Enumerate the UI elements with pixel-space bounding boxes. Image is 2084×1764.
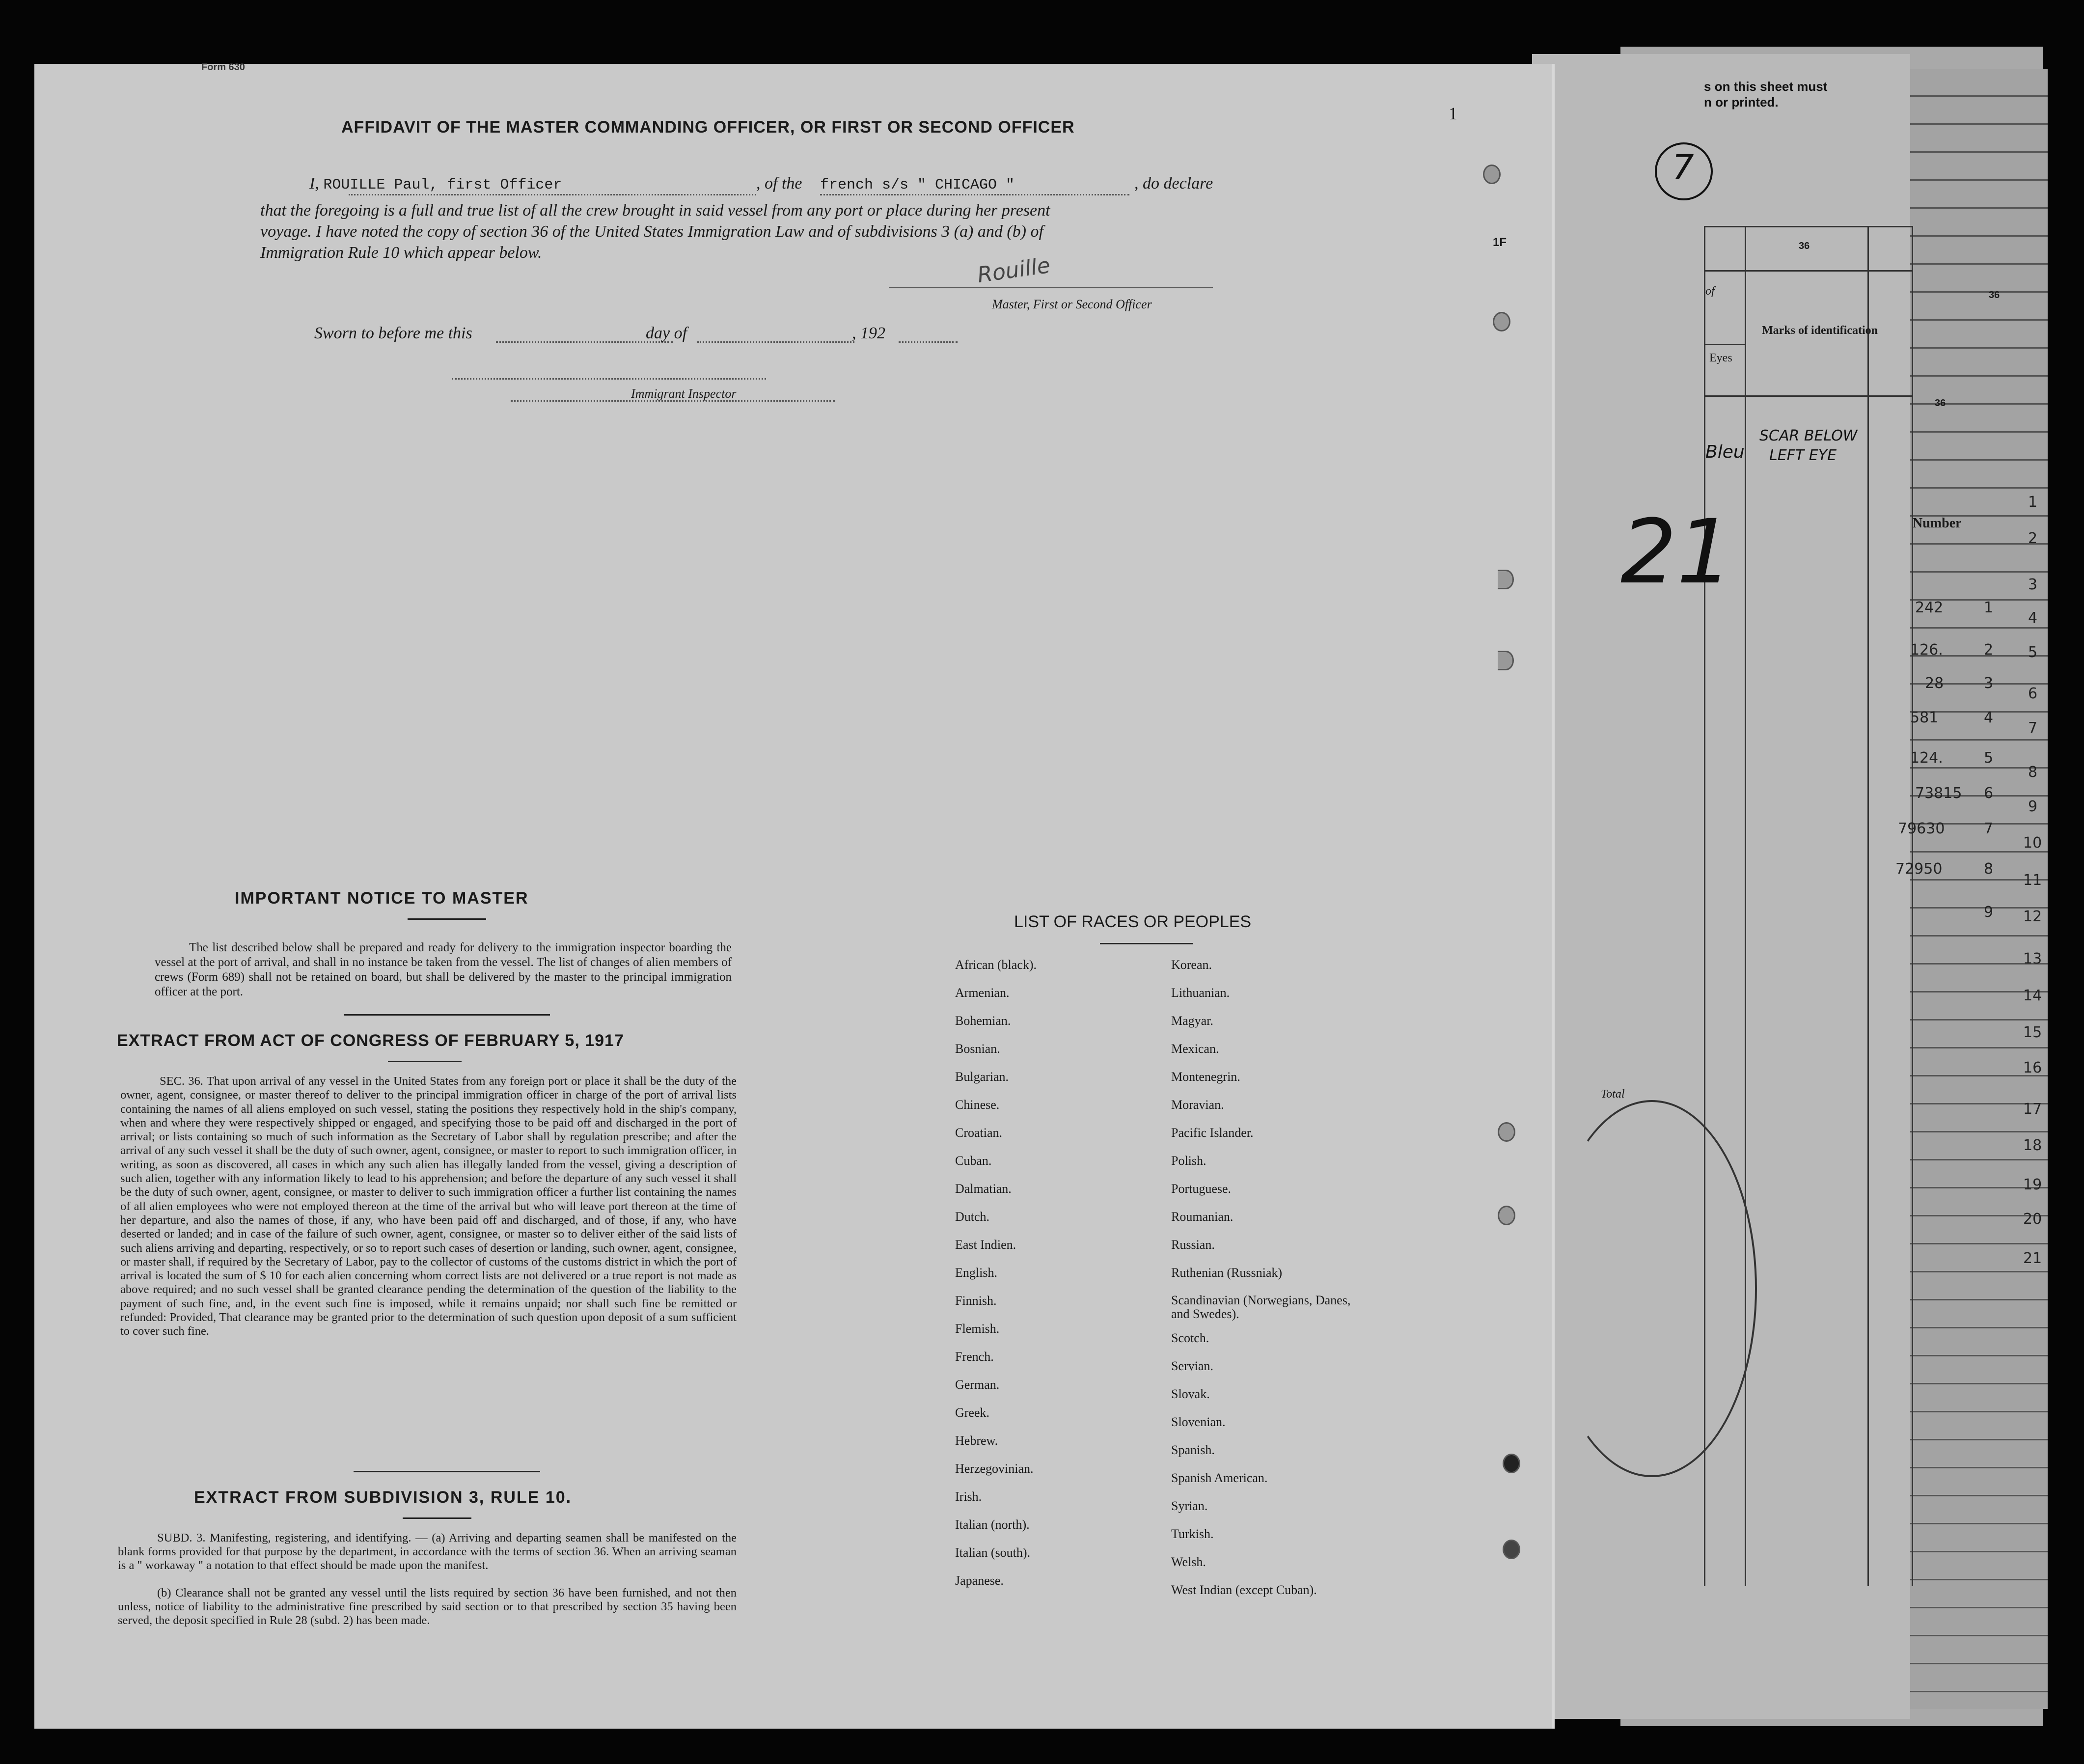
declaration-line-2: that the foregoing is a full and true list of all the crew brought in said vessel from any port or place during her present (260, 201, 1050, 220)
col-header-36-right: 36 (1989, 290, 2000, 301)
race-item: Russian. (1171, 1238, 1215, 1252)
corner-note-line-1: s on this sheet must (1704, 79, 1828, 94)
extract-rule-title: EXTRACT FROM SUBDIVISION 3, RULE 10. (194, 1488, 572, 1507)
id-number: 73815 (1915, 785, 1962, 802)
row-number: 2 (2028, 530, 2038, 547)
id-number: 126. (1910, 641, 1943, 659)
row-mark: 2 (1984, 641, 1994, 659)
notice-divider (344, 1014, 550, 1016)
declaration-line-3: voyage. I have noted the copy of section 36 of the United States Immigration Law and of subdivisions 3 (a) and (b) of (260, 222, 1043, 241)
eyes-label: Eyes (1709, 352, 1732, 364)
id-number: 79630 (1898, 820, 1945, 837)
year-prefix: , 192 (852, 324, 885, 342)
race-item: Ruthenian (Russniak) (1171, 1266, 1283, 1280)
row-number: 5 (2028, 644, 2038, 661)
id-number: 581 (1910, 709, 1939, 726)
affidavit-sheet (34, 64, 1552, 1729)
extract-act-title: EXTRACT FROM ACT OF CONGRESS OF FEBRUARY 5, 1917 (117, 1031, 624, 1050)
race-item: Bulgarian. (955, 1070, 1009, 1084)
page-mark: 1F (1493, 236, 1507, 249)
race-item: Slovak. (1171, 1387, 1210, 1401)
race-item: Cuban. (955, 1154, 992, 1168)
race-item: Slovenian. (1171, 1415, 1226, 1429)
binder-hole (1493, 312, 1510, 331)
row-number: 13 (2023, 950, 2042, 967)
binder-hole (1503, 1454, 1520, 1473)
corner-note-line-2: n or printed. (1704, 95, 1779, 110)
race-item: East Indien. (955, 1238, 1016, 1252)
race-item: English. (955, 1266, 997, 1280)
race-item: Chinese. (955, 1098, 1000, 1112)
marks-value-1: SCAR BELOW (1759, 427, 1858, 444)
notice-title: IMPORTANT NOTICE TO MASTER (235, 889, 529, 908)
race-item: Japanese. (955, 1573, 1004, 1588)
race-item: Irish. (955, 1489, 982, 1504)
race-item: Polish. (1171, 1154, 1207, 1168)
signature-dots (889, 287, 1213, 288)
race-item: Korean. (1171, 958, 1212, 972)
affidavit-title: AFFIDAVIT OF THE MASTER COMMANDING OFFICER, OR FIRST OR SECOND OFFICER (341, 118, 1075, 137)
sworn-line (314, 324, 472, 343)
inspector-dots-1 (452, 378, 766, 380)
row-number: 4 (2028, 609, 2038, 627)
number-header: Number (1913, 516, 1962, 531)
race-item: Welsh. (1171, 1555, 1206, 1569)
officer-name: ROUILLE Paul, first Officer (323, 177, 562, 193)
id-number: 242 (1915, 599, 1944, 616)
row-number: 3 (2028, 576, 2038, 593)
declaration-line-1 (309, 174, 562, 193)
race-item: Servian. (1171, 1359, 1213, 1373)
signature-caption: Master, First or Second Officer (992, 297, 1152, 311)
row-number: 12 (2023, 908, 2042, 925)
row-mark: 5 (1984, 749, 1994, 767)
row-mark: 1 (1984, 599, 1994, 616)
of-label: of (1705, 285, 1715, 298)
row-number: 20 (2023, 1211, 2042, 1228)
inspector-caption: Immigrant Inspector (631, 386, 737, 401)
row-mark: 4 (1984, 709, 1994, 726)
page-number: 1 (1449, 104, 1457, 123)
total-label: Total (1601, 1088, 1625, 1101)
race-item: Turkish. (1171, 1527, 1214, 1541)
extract-rule-rule (403, 1517, 471, 1519)
declaration-prefix: I, (309, 174, 319, 193)
id-number: 124. (1910, 749, 1943, 767)
row-number: 21 (2023, 1250, 2042, 1267)
binder-hole (1498, 570, 1514, 589)
year-dots (899, 341, 958, 343)
binder-hole (1498, 651, 1514, 670)
race-item: Montenegrin. (1171, 1070, 1240, 1084)
vessel-dots (820, 194, 1129, 195)
race-item: Bosnian. (955, 1042, 1000, 1056)
notice-body: The list described below shall be prepared and ready for delivery to the immigration inspector boarding the vessel at the port of arrival, and shall in no instance be taken from the vessel. The list of changes of alien members of crews (Form 689) shall not be retained on board, but shall be delivered by the master to the principal immigration officer at the port. (155, 941, 732, 998)
row-number: 6 (2028, 685, 2038, 702)
race-item: Finnish. (955, 1294, 997, 1308)
race-item: Moravian. (1171, 1098, 1224, 1112)
row-number: 7 (2028, 719, 2038, 737)
row-number: 9 (2028, 798, 2038, 815)
row-number: 19 (2023, 1176, 2042, 1193)
race-item: Scandinavian (Norwegians, Danes, and Swedes). (1171, 1293, 1351, 1321)
race-item: Magyar. (1171, 1014, 1213, 1028)
notice-title-rule (408, 918, 486, 920)
race-item: Scotch. (1171, 1331, 1209, 1345)
race-item: Italian (south). (955, 1545, 1031, 1560)
race-item: Lithuanian. (1171, 986, 1230, 1000)
col-header-36: 36 (1799, 241, 1810, 251)
back-sheet-grid (1900, 69, 2048, 1709)
do-declare-label: , do declare (1134, 174, 1213, 193)
binder-hole (1483, 165, 1501, 184)
row-number: 18 (2023, 1137, 2042, 1154)
officer-name-dots (349, 194, 756, 195)
circled-number-text: 7 (1672, 147, 1694, 188)
race-item: Dalmatian. (955, 1182, 1012, 1196)
row-mark: 3 (1984, 675, 1994, 692)
race-item: African (black). (955, 958, 1037, 972)
races-title: LIST OF RACES OR PEOPLES (1014, 912, 1252, 931)
vessel-name: french s/s " CHICAGO " (820, 177, 1015, 193)
row-mark: 7 (1984, 820, 1994, 837)
race-item: Hebrew. (955, 1433, 998, 1448)
officer-signature: Rouille (976, 252, 1052, 288)
row-number: 10 (2023, 834, 2042, 852)
row-number: 16 (2023, 1059, 2042, 1076)
race-item: Dutch. (955, 1210, 990, 1224)
id-number: 28 (1925, 675, 1944, 692)
stamp-circle (1547, 1100, 1757, 1477)
race-item: Flemish. (955, 1322, 1000, 1336)
race-item: West Indian (except Cuban). (1171, 1583, 1317, 1597)
of-the-label: , of the (756, 174, 802, 193)
binder-hole (1498, 1206, 1515, 1225)
row-number: 8 (2028, 764, 2038, 781)
extract-act-body: SEC. 36. That upon arrival of any vessel in the United States from any foreign port or place it shall be the duty of the owner, agent, consignee, or master thereof to deliver to the principal immigration officer in charge of the port of arrival lists containing the names of all aliens employed on such vessel, stating the positions they respectively hold in the ship's company, when and where they were respectively shipped or engaged, and specifying those to be paid off and discharged in the port of arrival; or lists containing so much of such information as the Secretary of Labor shall by regulation prescribe; and after the arrival of any such vessel it shall be the duty of such owner, agent, consignee, or master to report to such immigration officer, in writing, as soon as discovered, all cases in which any such alien has illegally landed from the vessel, giving a description of such alien, together with any information likely to lead to his apprehension; and before the departure of any such vessel it shall be the duty of such owner, agent, consignee, or master to deliver to such immigration officer a further list containing the names of all alien employees who were not employed thereon at the time of the arrival but who will leave port thereon at the time of her departure, and also the names of those, if any, who have been paid off and discharged, and of those, if any, who have deserted or landed; and in case of the failure of such owner, agent, consignee, or master so to deliver either of the said lists of such aliens arriving and departing, respectively, or so to report such cases of desertion or landing, such owner, agent, consignee, or master shall, if required by the Secretary of Labor, pay to the collector of customs of the customs district in which the port of arrival is located the sum of $ 10 for each alien concerning whom correct lists are not delivered or a true report is not made as above required; and no such vessel shall be granted clearance pending the determination of the question of the liability to the payment of such fine, and, in the event such fine is imposed, while it remains unpaid; nor shall such fine be remitted or refunded: Provided, That clearance may be granted prior to the determination of such question upon deposit of a sum sufficient to cover such fine. (120, 1075, 737, 1338)
row-mark: 8 (1984, 860, 1994, 878)
extract-act-divider (354, 1471, 540, 1472)
form-label: Form 630 (201, 62, 245, 73)
extract-act-rule (388, 1061, 462, 1062)
extract-rule-body-a: SUBD. 3. Manifesting, registering, and identifying. — (a) Arriving and departing seamen shall be manifested on the blank forms provided for that purpose by the department, in accordance with the terms of section 36. When an arriving seaman is a " workaway " a notation to that effect should be made upon the manifest. (118, 1531, 737, 1572)
declaration-line-4: Immigration Rule 10 which appear below. (260, 244, 542, 262)
col-header-36-far: 36 (1935, 398, 1946, 409)
row-mark: 6 (1984, 785, 1994, 802)
race-item: Spanish American. (1171, 1471, 1268, 1485)
sworn-prefix: Sworn to before me this (314, 324, 472, 342)
marks-value-2: LEFT EYE (1769, 447, 1837, 464)
extract-rule-body-b: (b) Clearance shall not be granted any vessel until the lists required by section 36 have been furnished, and not then unless, notice of liability to the administrative fine prescribed by said section or to that prescribed by section 35 having been served, the deposit specified in Rule 28 (subd. 2) has been made. (118, 1586, 737, 1627)
day-of-label: day of (646, 324, 687, 342)
binder-hole (1498, 1122, 1515, 1142)
race-item: Pacific Islander. (1171, 1126, 1254, 1140)
marks-label: Marks of identification (1762, 324, 1878, 337)
race-item: Spanish. (1171, 1443, 1215, 1457)
race-item: Syrian. (1171, 1499, 1208, 1513)
race-item: Herzegovinian. (955, 1461, 1034, 1476)
race-item: Armenian. (955, 986, 1010, 1000)
race-item: Greek. (955, 1406, 990, 1420)
race-item: Bohemian. (955, 1014, 1011, 1028)
big-handwritten-number: 21 (1620, 501, 1733, 604)
race-item: Roumanian. (1171, 1210, 1234, 1224)
race-item: Croatian. (955, 1126, 1003, 1140)
sworn-month-dots (697, 341, 854, 343)
race-item: Portuguese. (1171, 1182, 1232, 1196)
race-item: French. (955, 1350, 994, 1364)
back-sheet-corner-note (1704, 79, 1827, 110)
race-item: Italian (north). (955, 1517, 1030, 1532)
row-number: 14 (2023, 987, 2042, 1004)
eyes-value: Bleu (1705, 442, 1745, 462)
row-number: 17 (2023, 1101, 2042, 1118)
row-mark: 9 (1984, 904, 1994, 921)
row-number: 1 (2028, 494, 2038, 511)
races-title-rule (1100, 943, 1193, 944)
binder-hole (1503, 1540, 1520, 1559)
id-number: 72950 (1895, 860, 1943, 878)
row-number: 15 (2023, 1024, 2042, 1041)
race-item: German. (955, 1378, 1000, 1392)
row-number: 11 (2023, 872, 2042, 889)
race-item: Mexican. (1171, 1042, 1219, 1056)
